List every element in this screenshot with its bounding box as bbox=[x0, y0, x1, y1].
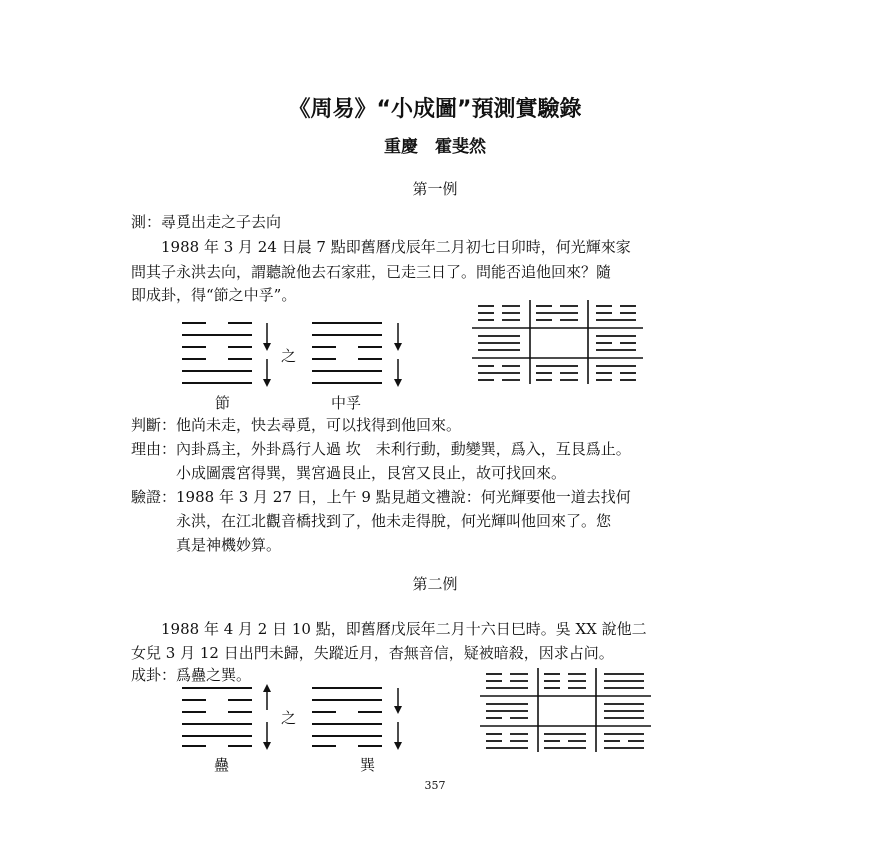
example-1-line: 問其子永洪去向，謂聽說他去石家莊，已走三日了。問能否追他回來？隨 bbox=[131, 263, 612, 281]
verification-line: 真是神機妙算。 bbox=[131, 536, 282, 554]
verification-line: 永洪，在江北觀音橋找到了，他未走得脫，何光輝叫他回來了。您 bbox=[131, 512, 612, 530]
hexagram-label: 中孚 bbox=[331, 394, 362, 412]
hexagram-label: 節 bbox=[215, 394, 231, 412]
xiaocheng-grid-2 bbox=[478, 666, 653, 754]
xiaocheng-grid-1 bbox=[470, 298, 645, 386]
example-2-heading: 第二例 bbox=[412, 575, 458, 593]
article-title: 《周易》“小成圖”預測實驗錄 bbox=[288, 97, 582, 122]
example-2-line: 女兒 3 月 12 日出門未歸，失蹤近月，杳無音信，疑被暗殺，因求占问。 bbox=[131, 644, 614, 662]
hexagram-label: 蠱 bbox=[214, 756, 230, 774]
connector-text: 之 bbox=[281, 347, 297, 365]
page-number: 357 bbox=[424, 779, 446, 792]
example-1-line: 測：尋覓出走之子去向 bbox=[131, 213, 282, 231]
author-line: 重慶 霍斐然 bbox=[384, 137, 486, 157]
hexagram-label: 巽 bbox=[360, 756, 376, 774]
example-1-heading: 第一例 bbox=[412, 180, 458, 198]
judgement-line: 判斷：他尚未走，快去尋覓，可以找得到他回來。 bbox=[131, 416, 462, 434]
example-2-line: 成卦：爲蠱之巽。 bbox=[131, 666, 252, 684]
reason-line: 小成圖震宮得巽，巽宮過艮止，艮宮又艮止，故可找回來。 bbox=[131, 464, 567, 482]
connector-text: 之 bbox=[281, 709, 297, 727]
reason-line: 理由：內卦爲主，外卦爲行人過 坎 未利行動，動變巽，爲入，互艮爲止。 bbox=[131, 440, 631, 458]
example-1-line: 即成卦，得“節之中孚”。 bbox=[131, 286, 297, 304]
example-2-line: 1988 年 4 月 2 日 10 點，即舊曆戊辰年二月十六日巳時。吳 XX 說他二 bbox=[131, 620, 647, 638]
example-1-line: 1988 年 3 月 24 日晨 7 點即舊曆戊辰年二月初七日卯時，何光輝來家 bbox=[131, 238, 631, 256]
verification-line: 驗證：1988 年 3 月 27 日，上午 9 點見趙文禮說：何光輝要他一道去找何 bbox=[131, 488, 631, 506]
